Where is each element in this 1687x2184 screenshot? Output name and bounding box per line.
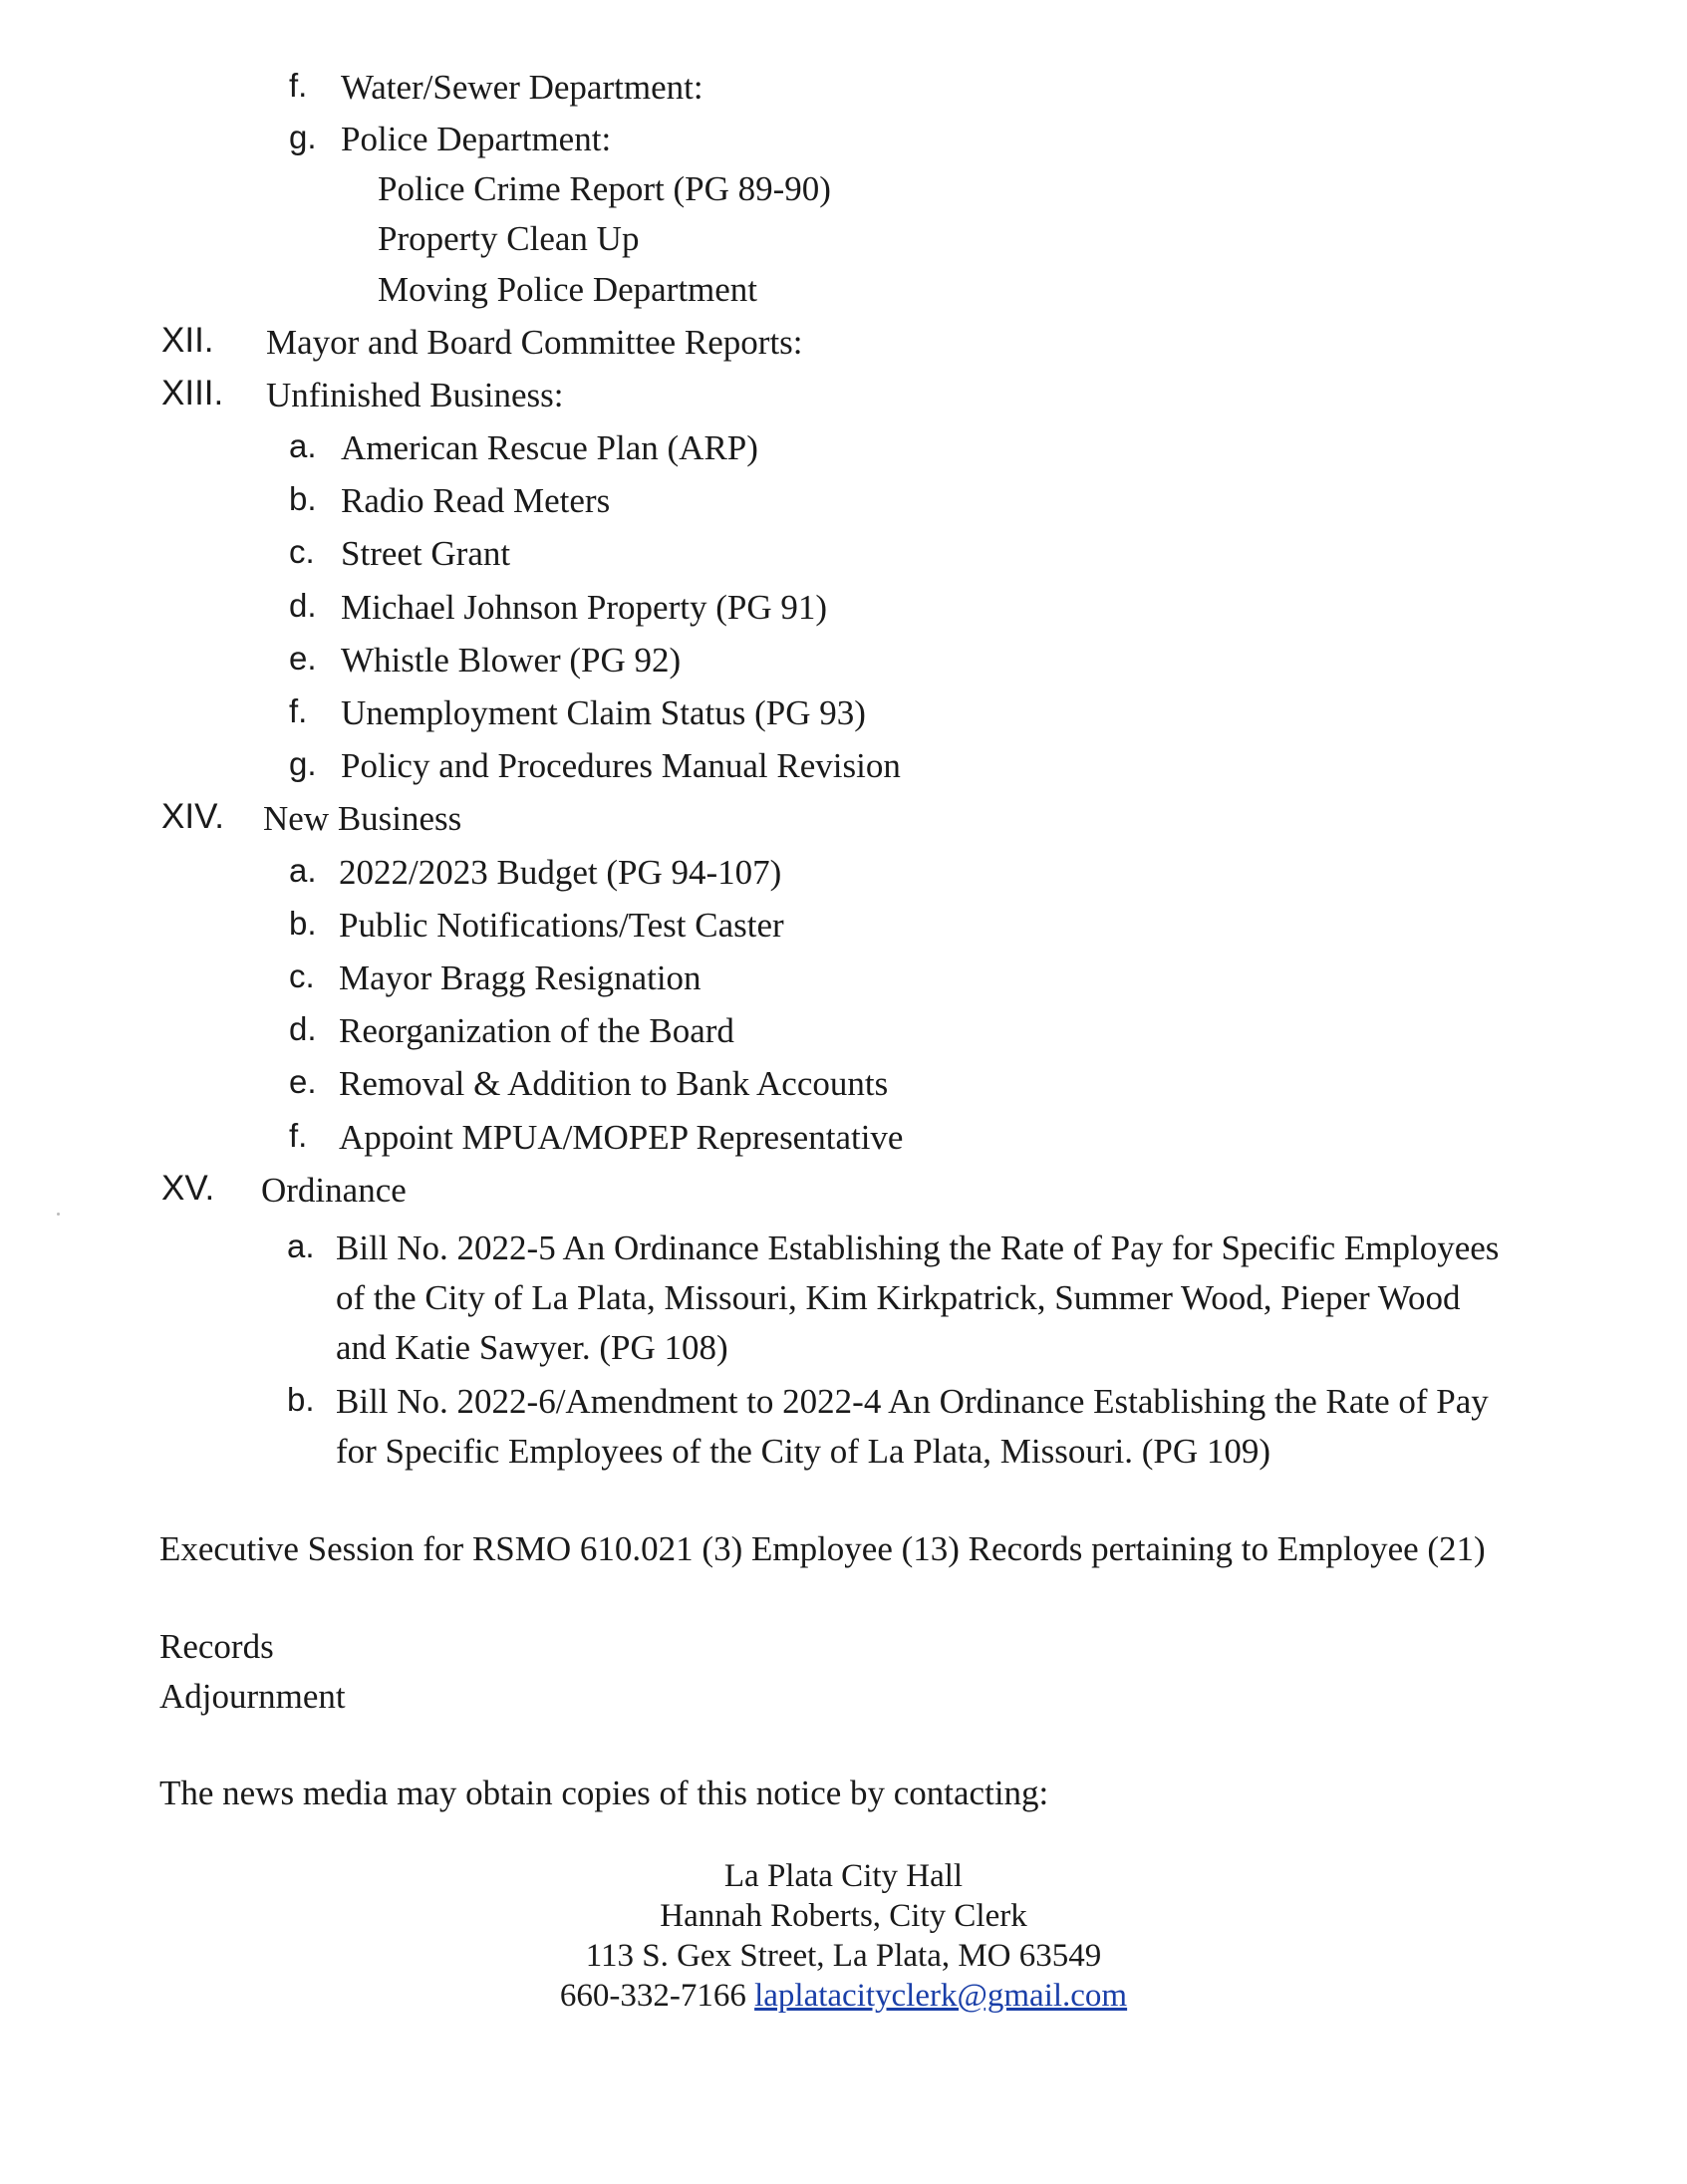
sub-item-property-clean-up: Property Clean Up [378,219,640,258]
list-marker: e. [289,1063,317,1100]
list-marker: c. [289,957,315,994]
list-item: Removal & Addition to Bank Accounts [339,1064,889,1103]
list-item: Whistle Blower (PG 92) [341,641,682,680]
list-marker: g. [289,745,317,782]
section-title-mayor-board: Mayor and Board Committee Reports: [266,323,803,362]
list-item: Radio Read Meters [341,481,611,520]
list-marker: d. [289,1010,317,1047]
contact-phone: 660-332-7166 [559,1978,746,2014]
list-item: Public Notifications/Test Caster [339,906,784,945]
ordinance-line: Bill No. 2022-6/Amendment to 2022-4 An Ordinance Establishing the Rate of Pay [336,1382,1489,1421]
list-marker: a. [289,427,317,464]
list-item: Mayor Bragg Resignation [339,958,702,997]
list-marker: g. [289,119,317,155]
ordinance-line: Bill No. 2022-5 An Ordinance Establishing the Rate of Pay for Specific Employees [336,1228,1500,1267]
list-item: Policy and Procedures Manual Revision [341,746,901,785]
ordinance-line: for Specific Employees of the City of La Plata, Missouri. (PG 109) [336,1432,1271,1471]
scan-speck [57,1213,60,1216]
list-marker: a. [289,852,317,889]
executive-session: Executive Session for RSMO 610.021 (3) Employee (13) Records pertaining to Employee (21) [159,1529,1486,1568]
sub-item-moving-police: Moving Police Department [378,270,758,309]
section-title-ordinance: Ordinance [261,1171,407,1210]
list-marker: f. [289,692,308,729]
list-marker: b. [289,905,317,942]
list-item: Reorganization of the Board [339,1011,734,1050]
adjournment: Adjournment [159,1677,346,1716]
agenda-item-police: Police Department: [341,120,612,158]
list-item: 2022/2023 Budget (PG 94-107) [339,853,782,892]
section-title-unfinished-business: Unfinished Business: [266,376,564,414]
media-notice: The news media may obtain copies of this notice by contacting: [159,1774,1049,1812]
contact-office: La Plata City Hall [723,1858,964,1894]
list-marker: b. [289,480,317,517]
list-item: Unemployment Claim Status (PG 93) [341,693,866,732]
list-item: Appoint MPUA/MOPEP Representative [339,1118,904,1157]
section-numeral: XV. [161,1169,215,1208]
contact-name: Hannah Roberts, City Clerk [660,1898,1027,1934]
agenda-item-water-sewer: Water/Sewer Department: [341,68,703,107]
list-marker: f. [289,67,308,104]
contact-email-link[interactable]: laplatacityclerk@gmail.com [754,1978,1128,2014]
section-title-new-business: New Business [263,799,462,838]
contact-phone-email-line [0,1976,1687,2016]
section-numeral: XII. [161,321,214,360]
contact-block [0,1856,1687,2016]
list-item: Michael Johnson Property (PG 91) [341,588,828,627]
ordinance-line: and Katie Sawyer. (PG 108) [336,1328,728,1367]
sub-item-police-crime-report: Police Crime Report (PG 89-90) [378,169,831,208]
list-item: Street Grant [341,534,511,573]
list-item: American Rescue Plan (ARP) [341,428,758,467]
list-marker: e. [289,640,317,677]
section-numeral: XIV. [161,797,224,836]
ordinance-line: of the City of La Plata, Missouri, Kim Kirkpatrick, Summer Wood, Pieper Wood [336,1278,1461,1317]
list-marker: b. [287,1381,315,1418]
list-marker: c. [289,533,315,570]
list-marker: f. [289,1117,308,1154]
list-marker: a. [287,1228,315,1264]
list-marker: d. [289,587,317,624]
contact-address: 113 S. Gex Street, La Plata, MO 63549 [585,1938,1102,1974]
records: Records [159,1627,274,1666]
section-numeral: XIII. [161,374,224,412]
